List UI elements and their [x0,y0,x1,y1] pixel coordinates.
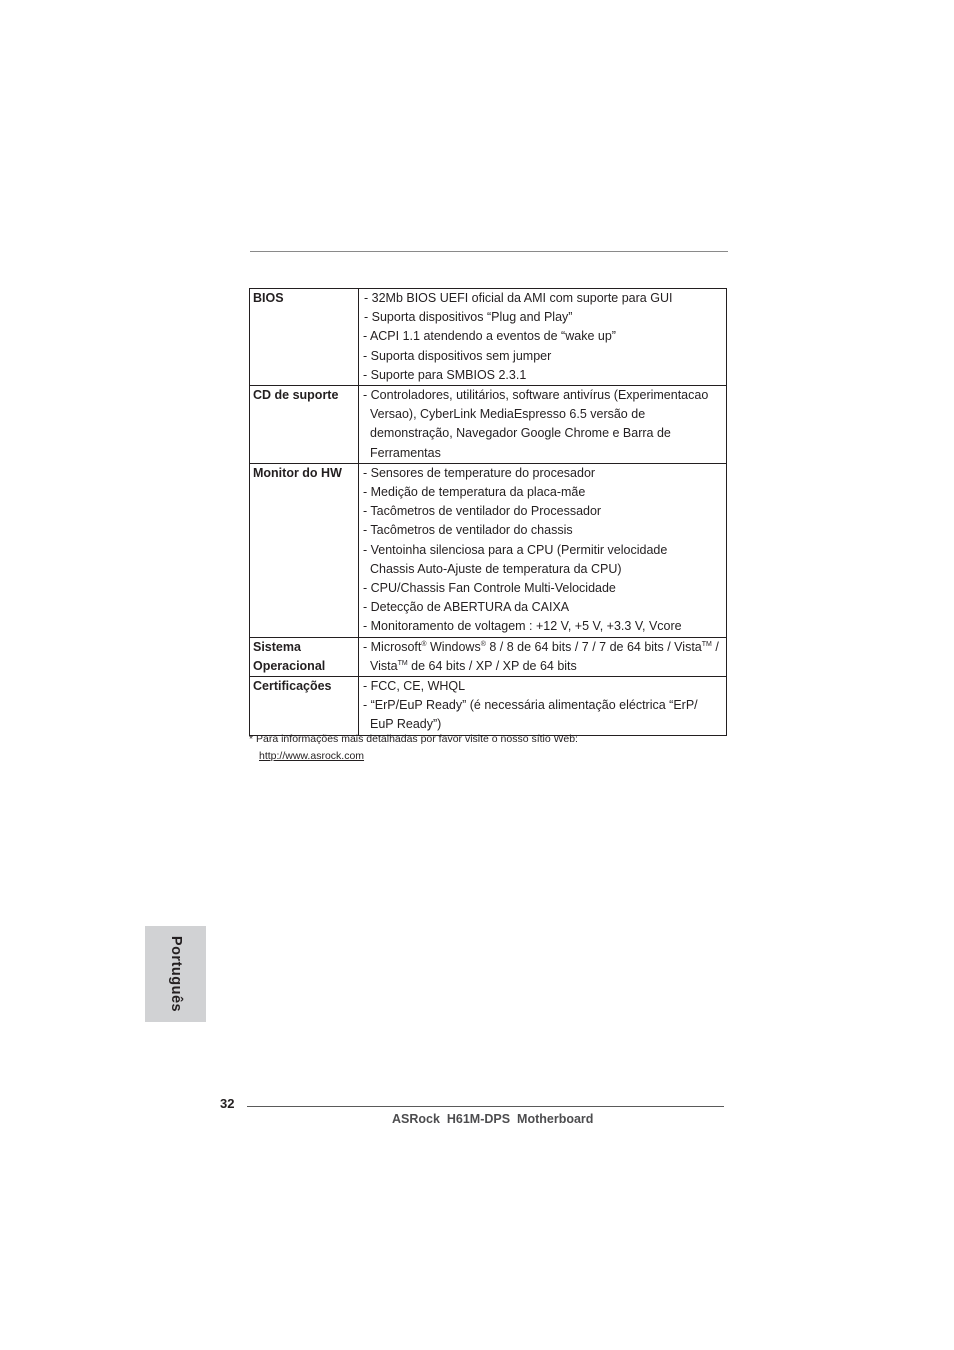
top-divider [250,251,728,252]
os-windows: Windows [426,639,481,654]
row-value-os [359,637,727,676]
language-tab [145,926,206,1022]
table-row-support-cd [250,386,727,464]
footer-divider [247,1106,724,1107]
specifications-table [249,288,727,736]
hw-monitor-line: - Medição de temperatura da placa-mãe [363,485,586,500]
support-cd-line: demonstração, Navegador Google Chrome e Barra de [370,426,671,441]
page-number: 32 [220,1096,235,1111]
os-label-line: Sistema [253,639,301,654]
os-line1-rest: 8 / 8 de 64 bits / 7 / 7 de 64 bits / Vista [485,639,702,654]
row-label-hw-monitor: Monitor do HW [250,463,359,637]
support-cd-line: - Controladores, utilitários, software antivírus (Experimentacao [363,388,709,403]
bios-line: - Suporta dispositivos sem jumper [363,348,552,363]
row-label-bios: BIOS [250,289,359,386]
registered-mark: ® [480,640,486,648]
row-value-support-cd [359,386,727,464]
row-value-bios [359,289,727,386]
hw-monitor-line: - Ventoinha silenciosa para a CPU (Permitir velocidade [363,542,668,557]
row-value-hw-monitor [359,463,727,637]
hw-monitor-line: - Sensores de temperature do procesador [363,465,596,480]
language-tab-label: Português [167,935,184,1013]
trademark-mark: TM [701,640,712,648]
os-vista: Vista [370,658,398,673]
os-prefix: - Microsoft [363,639,422,654]
bios-line: - Suporta dispositivos “Plug and Play” [364,310,573,325]
bios-line: - ACPI 1.1 atendendo a eventos de “wake up” [363,329,616,344]
support-cd-line: Versao), CyberLink MediaEspresso 6.5 versão de [370,407,646,422]
table-row-hw-monitor [250,463,727,637]
os-slash: / [711,639,719,654]
os-line [363,638,724,657]
bios-line: - Suporte para SMBIOS 2.3.1 [363,367,527,382]
os-line2-rest: de 64 bits / XP / XP de 64 bits [407,658,577,673]
footnote [249,731,578,765]
row-label-support-cd: CD de suporte [250,386,359,464]
hw-monitor-line: - Tacômetros de ventilador do chassis [363,523,573,538]
hw-monitor-line: - CPU/Chassis Fan Controle Multi-Velocidade [363,581,616,596]
row-value-certifications [359,677,727,736]
hw-monitor-line: Chassis Auto-Ajuste de temperatura da CPU) [370,561,622,576]
hw-monitor-line: - Monitoramento de voltagem : +12 V, +5 V, +3.3 V, Vcore [363,619,682,634]
certifications-line: EuP Ready”) [370,717,442,732]
table-row-os [250,637,727,676]
hw-monitor-line: - Tacômetros de ventilador do Processador [363,504,602,519]
trademark-mark: TM [397,659,408,667]
row-label-os [250,637,359,676]
support-cd-line: Ferramentas [370,445,441,460]
hw-monitor-line: - Detecção de ABERTURA da CAIXA [363,600,570,615]
certifications-line: - FCC, CE, WHQL [363,679,466,694]
registered-mark: ® [421,640,427,648]
row-label-certifications: Certificações [250,677,359,736]
os-label-line: Operacional [253,658,326,673]
table-row-certifications [250,677,727,736]
website-link[interactable]: http://www.asrock.com [259,750,365,762]
footnote-text: * Para informações mais detalhadas por favor visite o nosso sítio Web: [249,733,578,745]
footer-title: ASRock H61M-DPS Motherboard [392,1112,594,1126]
bios-line: - 32Mb BIOS UEFI oficial da AMI com suporte para GUI [364,291,673,305]
certifications-line: - “ErP/EuP Ready” (é necessária alimentação eléctrica “ErP/ [363,698,698,713]
os-line [363,657,724,676]
table-row-bios [250,289,727,386]
